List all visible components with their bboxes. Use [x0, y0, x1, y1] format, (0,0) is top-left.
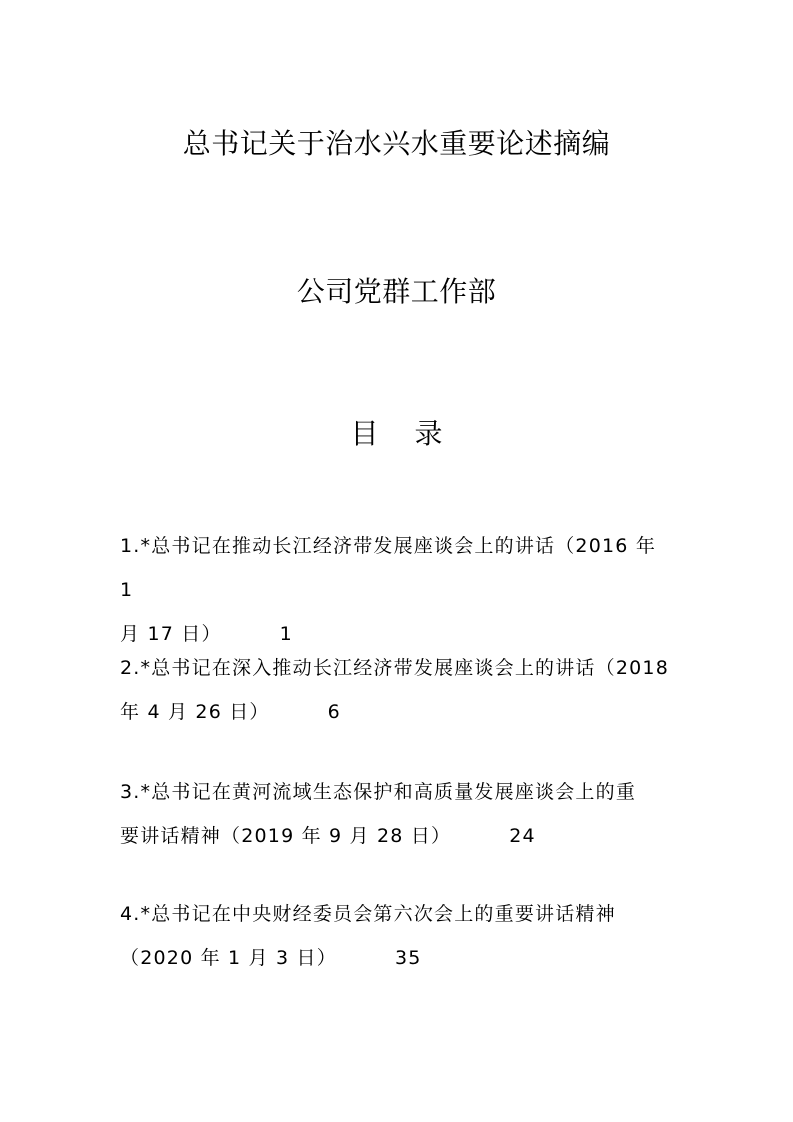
toc-entry-page-number: 35: [394, 947, 422, 969]
toc-entry-title-line2: （2020 年 1 月 3 日）: [120, 947, 337, 969]
toc-entry[interactable]: [120, 892, 676, 980]
toc-entry-title-line1: 3.*总书记在黄河流域生态保护和高质量发展座谈会上的重: [120, 781, 637, 803]
toc-heading-left: 目: [350, 417, 379, 450]
toc-entry-page-number: 1: [279, 623, 293, 645]
toc-entry-title-line2: 年 4 月 26 日）: [120, 701, 270, 723]
toc-entry[interactable]: [120, 770, 676, 858]
toc-entry-page-number: 24: [509, 825, 536, 847]
toc-entry[interactable]: [120, 524, 676, 656]
toc-entry-title-line2: 要讲话精神（2019 年 9 月 28 日）: [120, 825, 452, 847]
toc-heading: [0, 414, 793, 454]
document-title: 总书记关于治水兴水重要论述摘编: [182, 127, 611, 160]
toc-entry-title-line1: 4.*总书记在中央财经委员会第六次会上的重要讲话精神: [120, 903, 616, 925]
organization-name: 公司党群工作部: [296, 275, 497, 308]
toc-entry-title-line2: 月 17 日）: [120, 623, 222, 645]
toc-entry[interactable]: [120, 646, 676, 734]
toc-entry-page-number: 6: [327, 701, 341, 723]
toc-heading-right: 录: [414, 417, 443, 450]
toc-entry-title-line1: 1.*总书记在推动长江经济带发展座谈会上的讲话（2016 年 1: [120, 535, 657, 601]
toc-entry-title-line1: 2.*总书记在深入推动长江经济带发展座谈会上的讲话（2018: [120, 657, 669, 679]
